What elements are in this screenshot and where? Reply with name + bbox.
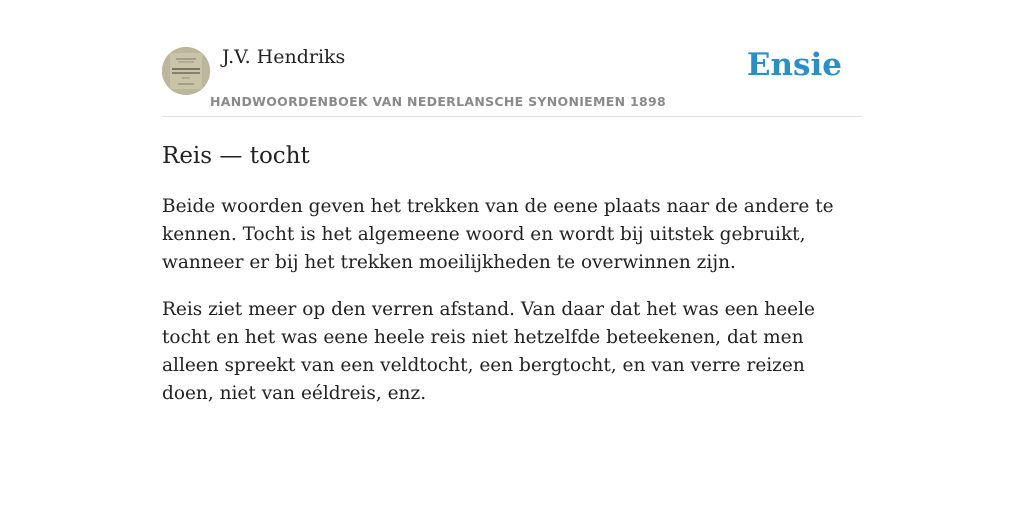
entry-card	[162, 0, 862, 408]
entry-header	[162, 0, 862, 117]
entry-paragraph: Reis ziet meer op den verren afstand. Van daar dat het was een heele tocht en het was eene heele reis niet hetzelfde beteekenen, dat men alleen spreekt van een veldtocht, een bergtocht, en van verre reizen doen, niet van eéldreis, enz.	[162, 299, 815, 404]
brand-logo[interactable]: Ensie	[746, 47, 842, 83]
author-name[interactable]: J.V. Hendriks	[222, 46, 346, 68]
entry-paragraph: Beide woorden geven het trekken van de eene plaats naar de andere te kennen. Tocht is het algemeene woord en wordt bij uitstek gebruikt, wanneer er bij het trekken moeilijkheden te overwinnen zijn.	[162, 196, 834, 273]
source-title[interactable]: HANDWOORDENBOEK VAN NEDERLANSCHE SYNONIEMEN 1898	[210, 94, 667, 109]
book-cover-icon[interactable]	[162, 47, 210, 95]
entry-title: Reis — tocht	[162, 143, 310, 169]
